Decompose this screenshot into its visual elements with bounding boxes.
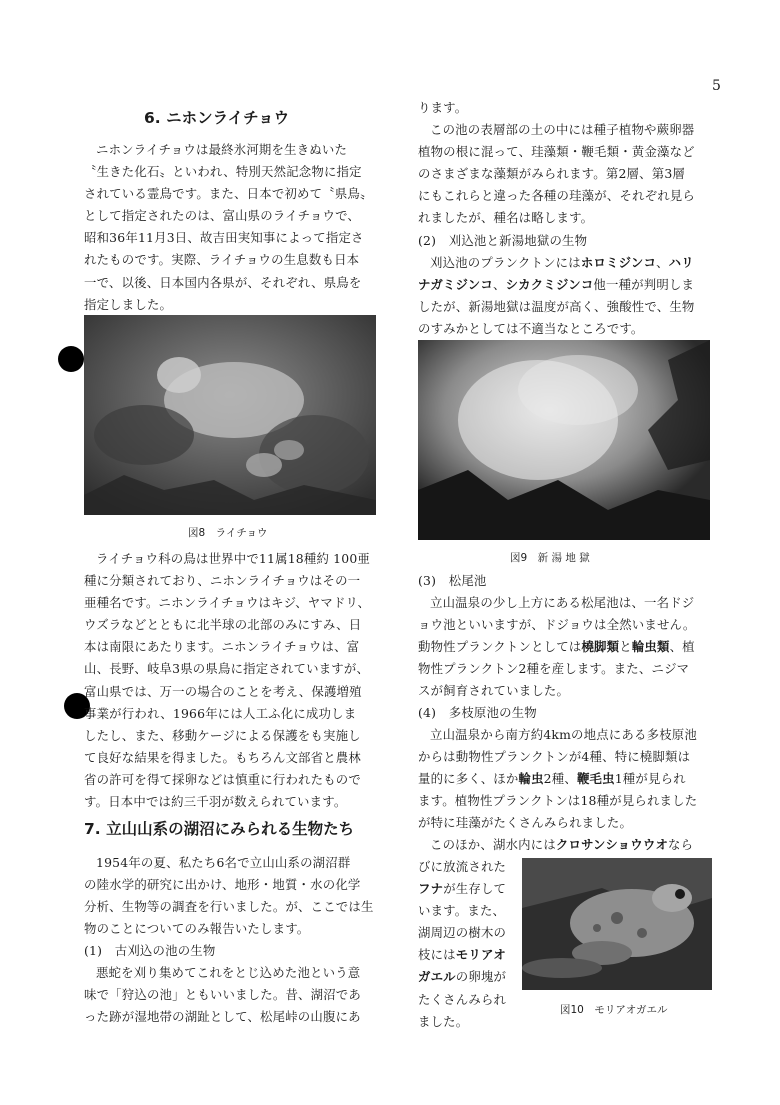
species-name: クロサンショウウオ	[555, 837, 669, 852]
text-span: 、	[656, 255, 669, 270]
species-name: ハリ	[668, 255, 694, 270]
subsection-3-paragraph	[418, 592, 718, 702]
text-line: 立山温泉の少し上方にある松尾池は、一名ドジ	[430, 595, 695, 610]
text-line	[418, 922, 518, 944]
text-span: たくさんみられ	[418, 991, 507, 1007]
text-line: のすみかとしては不適当なところです。	[418, 321, 644, 337]
text-line	[418, 989, 518, 1011]
species-name: 橈脚類	[581, 639, 620, 655]
text-line: す。日本中では約三千羽が数えられています。	[84, 794, 347, 810]
section-7-heading: 7. 立山山系の湖沼にみられる生物たち	[84, 820, 355, 838]
final-paragraph-line	[418, 834, 718, 856]
text-line: したし、また、移動ケージによる保護をも実施し	[84, 727, 361, 743]
section-6-paragraph-2	[84, 548, 380, 813]
surface-layer-paragraph	[418, 119, 718, 229]
species-name: 鞭毛虫	[576, 771, 615, 787]
text-span: びに放流された	[418, 859, 507, 874]
text-line: 亜種名です。ニホンライチョウはキジ、ヤマドリ、	[84, 595, 371, 611]
text-line: れましたが、種名は略します。	[418, 210, 594, 226]
text-line: 物のことについてのみ報告いたします。	[84, 921, 310, 937]
text-line: のさまざまな藻類がみられます。第2層、第3層	[418, 166, 685, 182]
subsection-1-title: (1) 古刈込の池の生物	[84, 943, 216, 958]
text-line	[418, 1011, 518, 1033]
text-span: と	[619, 639, 632, 655]
text-line: 富山県では、万一の場合のことを考え、保護増殖	[84, 683, 362, 699]
text-line: が特に珪藻がたくさんみられました。	[418, 815, 633, 831]
text-line: からは動物性プランクトンが4種、特に橈脚類は	[418, 749, 691, 765]
text-line: ライチョウ科の鳥は世界中で11属18種約 100亜	[96, 551, 371, 566]
subsection-4-paragraph	[418, 724, 718, 834]
text-line: 分析、生物等の調査を行いました。が、ここでは生	[84, 899, 374, 915]
text-line: 指定しました。	[84, 296, 173, 312]
sub3-line-3	[418, 636, 718, 658]
text-line: ます。植物性プランクトンは18種が見られました	[418, 793, 698, 809]
text-line: この池の表層部の土の中には種子植物や蕨卵器	[430, 122, 695, 137]
subsection-4-title: (4) 多枝原池の生物	[418, 705, 537, 720]
text-span: 他一種が判明しま	[593, 277, 695, 293]
text-span: 動物性プランクトンとしては	[418, 639, 582, 655]
text-line: 種に分類されており、ニホンライチョウはその一	[84, 573, 361, 589]
text-span: 、植	[669, 639, 695, 655]
text-line: 立山温泉から南方約4kmの地点にある多枝原池	[430, 727, 697, 742]
text-line: 事業が行われ、1966年には人工ふ化に成功しま	[84, 705, 357, 721]
text-line: ョウ池といいますが、ドジョウは全然いません。	[418, 617, 696, 633]
text-line: 〝生きた化石〟といわれ、特別天然記念物に指定	[84, 164, 362, 180]
text-span: います。また、	[418, 903, 506, 919]
text-line	[418, 966, 518, 988]
sub2-line-1	[418, 252, 718, 274]
text-line: 物性プランクトン2種を産します。また、ニジマ	[418, 661, 690, 677]
text-line: したが、新湯地獄は温度が高く、強酸性で、生物	[418, 299, 695, 315]
text-span: 枝には	[418, 947, 456, 963]
sub4-line-3	[418, 768, 718, 790]
text-line: スが飼育されていました。	[418, 683, 570, 699]
text-line: 昭和36年11月3日、故吉田実知事によって指定さ	[84, 230, 364, 246]
species-name: モリアオ	[455, 947, 507, 963]
text-line: ウズラなどとともに北半球の北部のみにすみ、日	[84, 617, 362, 633]
text-line	[418, 878, 518, 900]
text-line	[418, 900, 518, 922]
text-line: 一で、以後、日本国内各県が、それぞれ、県鳥を	[84, 274, 362, 290]
mori-ao-frog-photo	[522, 858, 712, 990]
ptarmigan-photo	[84, 315, 376, 515]
text-span: このほか、湖水内には	[430, 837, 556, 852]
text-line: の陸水学的研究に出かけ、地形・地質・水の化学	[84, 877, 361, 893]
text-line: されている霊鳥です。また、日本で初めて〝県鳥〟	[84, 186, 373, 202]
text-line: 省の許可を得て採卵などは慎重に行われたもので	[84, 771, 361, 787]
figure-9-caption: 図9 新 湯 地 獄	[510, 552, 590, 564]
species-name: ナガミジンコ	[418, 277, 493, 293]
species-name: 輪虫類	[631, 639, 670, 655]
text-line: て良好な結果を得ました。もちろん文部省と農林	[84, 749, 361, 765]
text-line: 植物の根に混って、珪藻類・鞭毛類・黄金藻など	[418, 144, 695, 160]
text-line: 悪蛇を刈り集めてこれをとじ込めた池という意	[96, 965, 361, 980]
text-span: の卵塊が	[455, 969, 507, 985]
subsection-2-title: (2) 刈込池と新湯地獄の生物	[418, 233, 588, 248]
shinyu-jigoku-photo	[418, 340, 710, 540]
figure-8-caption: 図8 ライチョウ	[188, 527, 268, 539]
text-line: 本は南限にあたります。ニホンライチョウは、富	[84, 639, 360, 655]
binder-hole-top	[58, 346, 84, 372]
frog-wrap-text	[418, 856, 518, 1033]
text-line: として指定されたのは、富山県のライチョウで、	[84, 208, 361, 224]
text-line: ニホンライチョウは最終氷河期を生きぬいた	[96, 142, 348, 157]
text-span: なら	[668, 837, 694, 852]
text-span: 、	[493, 277, 506, 293]
text-line: 味で「狩込の池」ともいいました。昔、湖沼であ	[84, 987, 361, 1003]
species-name: ガエル	[418, 969, 456, 985]
subsection-1-paragraph	[84, 962, 380, 1028]
text-line: った跡が湿地帯の湖趾として、松尾峠の山腹にあ	[84, 1009, 361, 1025]
text-span: 量的に多く、ほか	[418, 771, 519, 787]
text-span: 2種、	[543, 771, 577, 787]
sub2-rest	[418, 296, 718, 340]
continued-line: ります。	[418, 100, 468, 115]
subsection-3-title: (3) 松尾池	[418, 573, 487, 588]
species-name: フナ	[418, 881, 444, 897]
text-span: ました。	[418, 1013, 469, 1029]
text-line: 1954年の夏、私たち6名で立山山系の湖沼群	[96, 855, 351, 870]
text-line: にもこれらと違った各種の珪藻が、それぞれ見ら	[418, 188, 695, 204]
section-7-paragraph-1	[84, 852, 380, 940]
section-6-paragraph-1	[84, 139, 380, 316]
species-name: シカクミジンコ	[505, 277, 594, 293]
text-span: が生存して	[443, 881, 507, 897]
species-name: ホロミジンコ	[580, 255, 657, 270]
text-line	[418, 856, 518, 878]
text-line: れたものです。実際、ライチョウの生息数も日本	[84, 252, 360, 268]
text-span: 刈込池のプランクトンには	[430, 255, 581, 270]
page-number: 5	[712, 78, 721, 94]
text-line: 山、長野、岐阜3県の県鳥に指定されていますが、	[84, 661, 370, 677]
section-6-heading: 6. ニホンライチョウ	[144, 109, 290, 127]
sub2-line-2	[418, 274, 718, 296]
text-line	[418, 944, 518, 966]
species-name: 輪虫	[518, 771, 544, 787]
subsection-2-paragraph	[418, 252, 718, 340]
text-span: 1種が見られ	[614, 771, 686, 787]
text-span: 湖周辺の樹木の	[418, 925, 507, 941]
figure-10-caption: 図10 モリアオガエル	[560, 1004, 668, 1016]
